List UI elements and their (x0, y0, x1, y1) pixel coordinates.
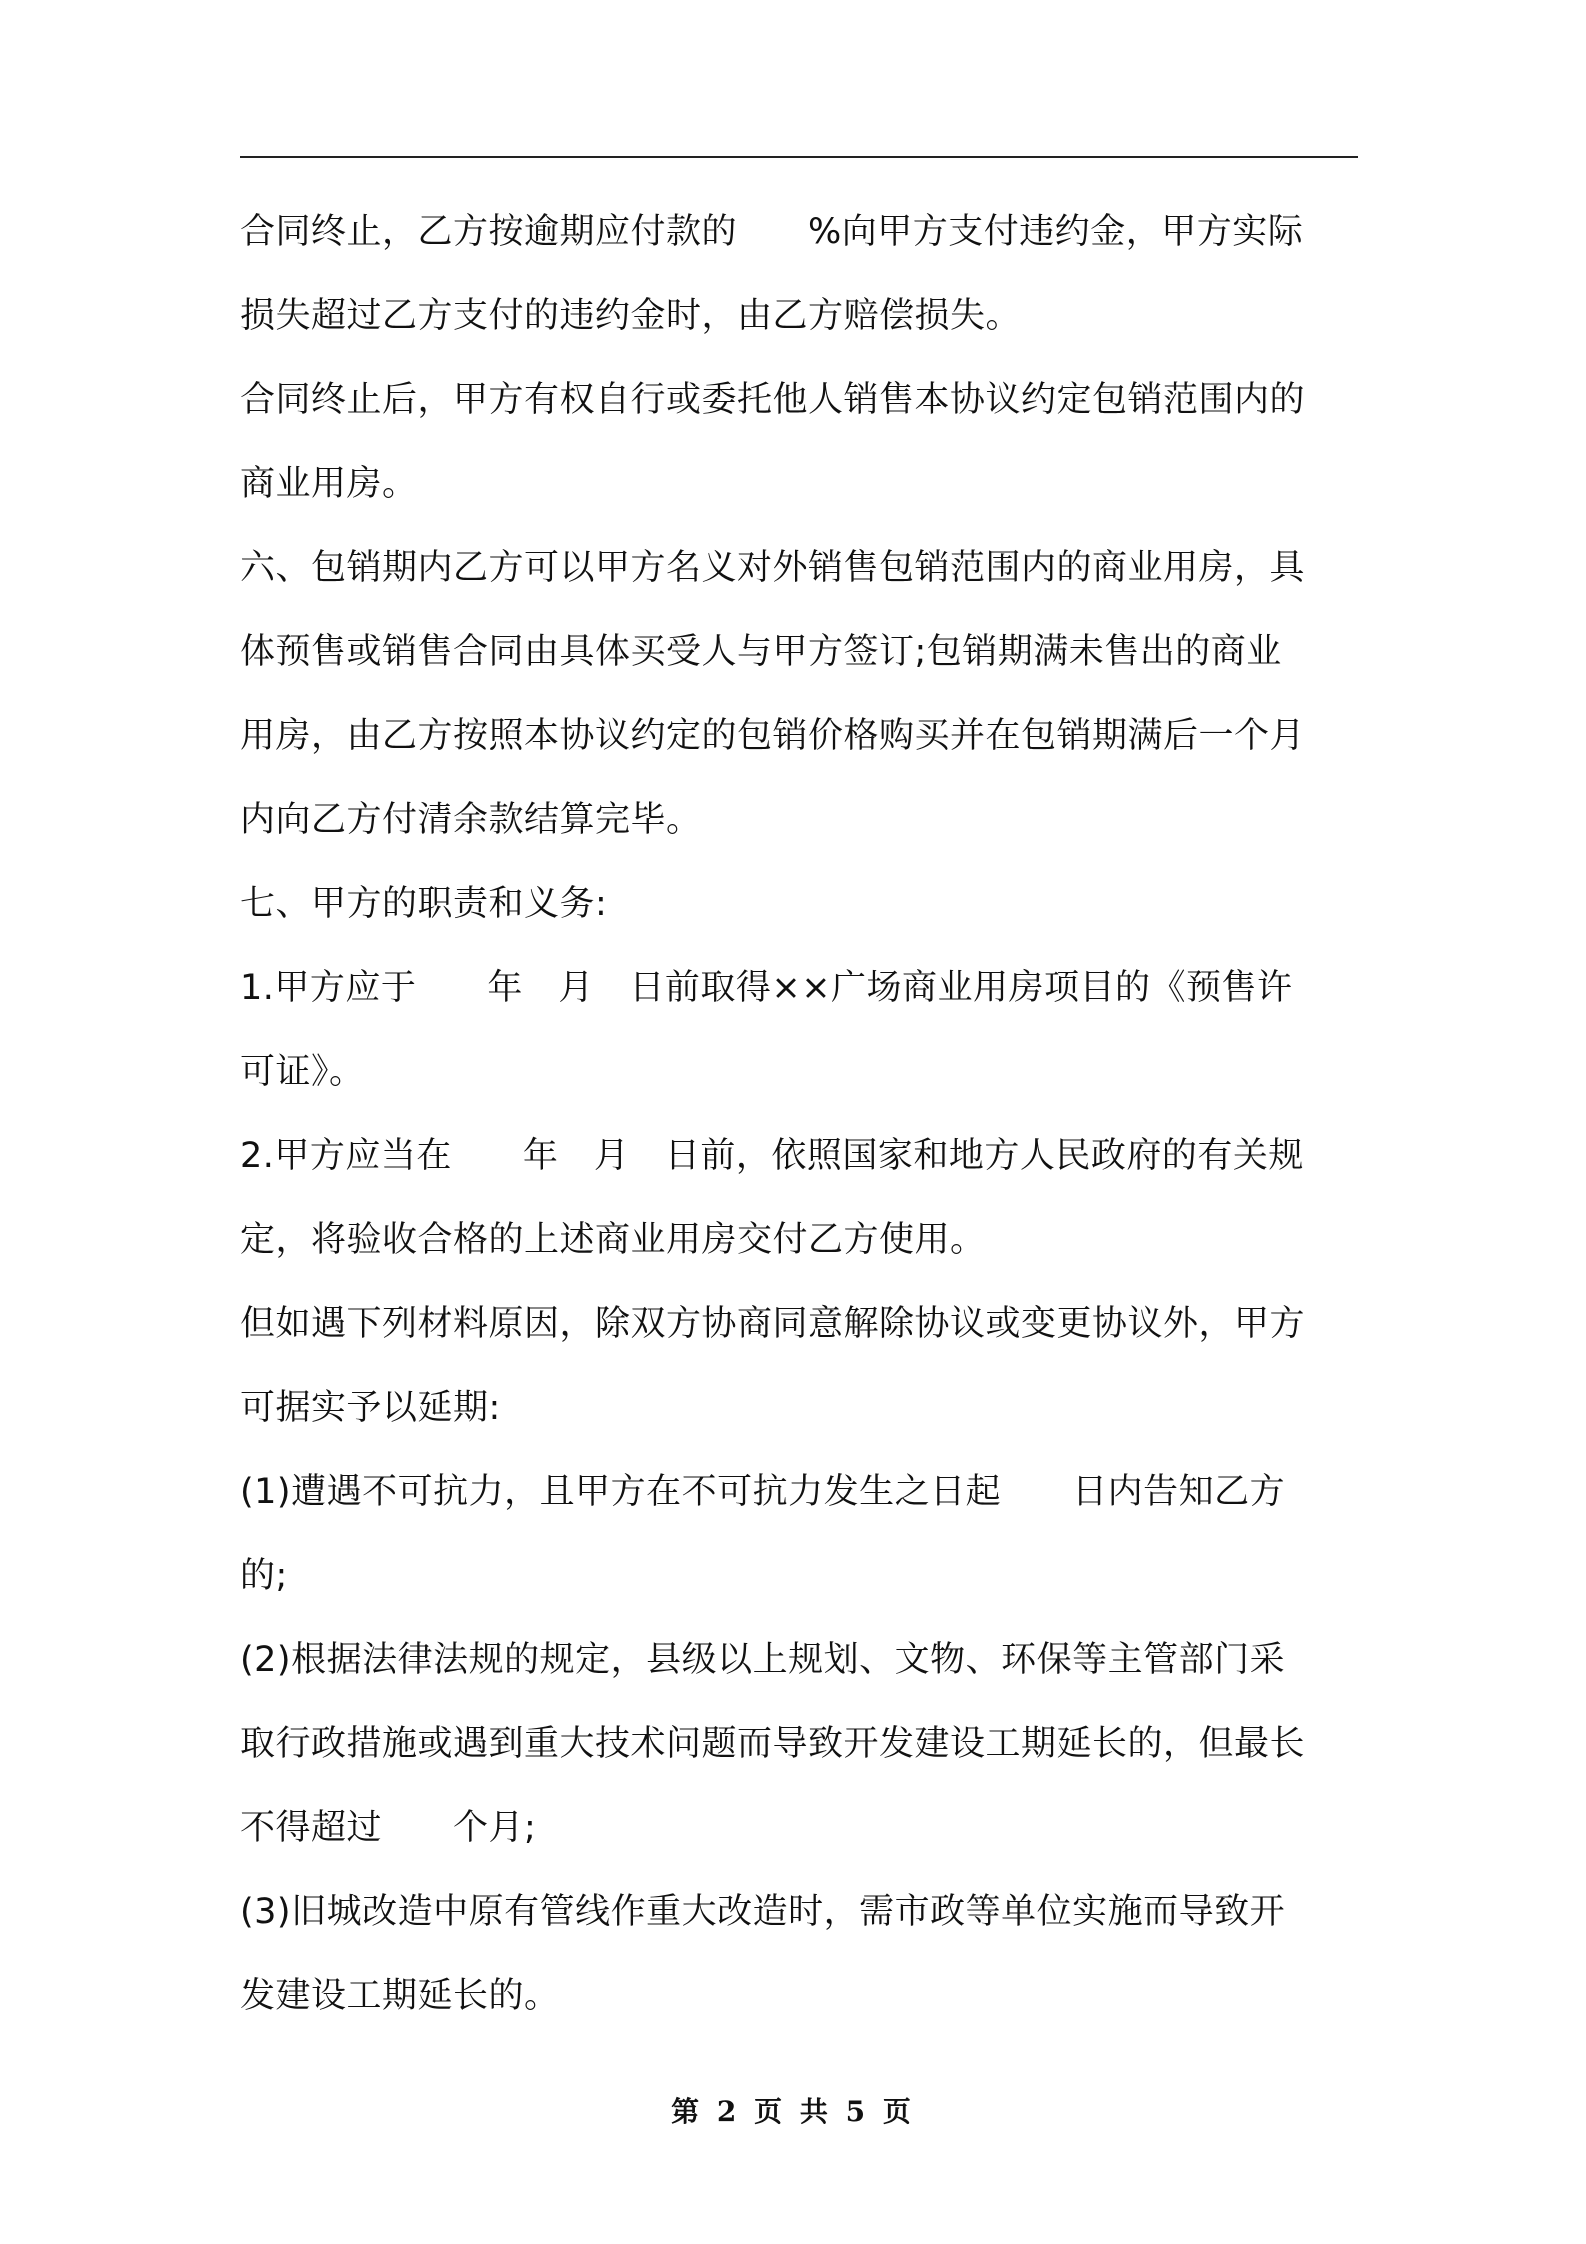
text-line: 内向乙方付清余款结算完毕。 (240, 800, 702, 840)
text-line: 损失超过乙方支付的违约金时，由乙方赔偿损失。 (240, 296, 1022, 336)
text-line: 体预售或销售合同由具体买受人与甲方签订;包销期满未售出的商业 (240, 632, 1282, 672)
text-line: (1)遭遇不可抗力，且甲方在不可抗力发生之日起 日内告知乙方 (240, 1472, 1286, 1512)
text-line: 的; (240, 1556, 288, 1596)
text-line: 合同终止后，甲方有权自行或委托他人销售本协议约定包销范围内的 (240, 380, 1306, 420)
text-line: (3)旧城改造中原有管线作重大改造时，需市政等单位实施而导致开 (240, 1892, 1286, 1932)
text-line: 商业用房。 (240, 464, 418, 504)
text-line: 定，将验收合格的上述商业用房交付乙方使用。 (240, 1220, 986, 1260)
text-line: 可据实予以延期: (240, 1388, 501, 1428)
text-line: 2.甲方应当在 年 月 日前，依照国家和地方人民政府的有关规 (240, 1136, 1304, 1176)
text-line: 合同终止，乙方按逾期应付款的 %向甲方支付违约金，甲方实际 (240, 212, 1304, 252)
text-line: 可证》。 (240, 1052, 365, 1092)
text-line: 用房，由乙方按照本协议约定的包销价格购买并在包销期满后一个月 (240, 716, 1306, 756)
text-line: 取行政措施或遇到重大技术问题而导致开发建设工期延长的，但最长 (240, 1724, 1306, 1764)
document-body (240, 190, 1358, 2038)
text-line: 七、甲方的职责和义务: (240, 884, 608, 924)
text-line: 六、包销期内乙方可以甲方名义对外销售包销范围内的商业用房，具 (240, 548, 1306, 588)
header-rule (240, 156, 1358, 158)
text-line: 1.甲方应于 年 月 日前取得××广场商业用房项目的《预售许 (240, 968, 1293, 1008)
text-line: 不得超过 个月; (240, 1808, 537, 1848)
page-number-footer: 第 2 页 共 5 页 (671, 2095, 915, 2128)
text-line: 但如遇下列材料原因，除双方协商同意解除协议或变更协议外，甲方 (240, 1304, 1306, 1344)
text-line: (2)根据法律法规的规定，县级以上规划、文物、环保等主管部门采 (240, 1640, 1286, 1680)
text-line: 发建设工期延长的。 (240, 1976, 560, 2016)
